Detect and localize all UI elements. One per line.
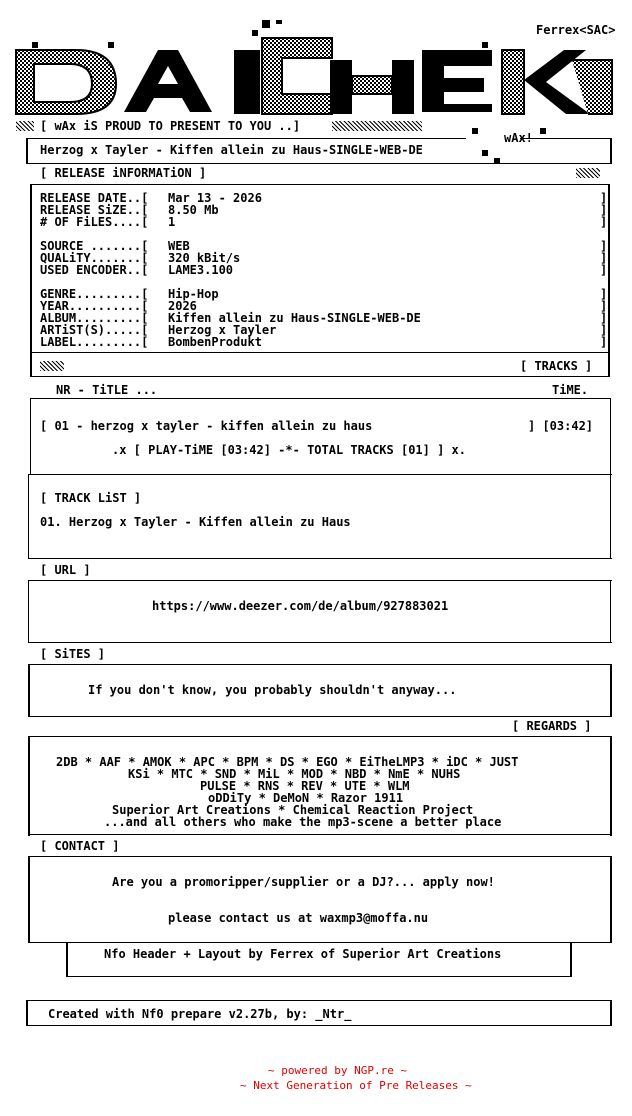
divider (28, 642, 612, 643)
url-link[interactable]: https://www.deezer.com/de/album/927883021 (152, 599, 449, 613)
bracket-close: ] (600, 191, 608, 205)
info-value: Hip-Hop (168, 287, 219, 301)
created-with: Created with Nf0 prepare v2.27b, by: _Ntr_ (48, 1007, 352, 1021)
frame-border (570, 942, 572, 976)
divider (28, 558, 612, 559)
info-label: # OF FiLES....[ (40, 215, 149, 229)
info-label: YEAR..........[ (40, 299, 149, 313)
bracket-close: ] (600, 323, 608, 337)
bracket-close: ] (600, 215, 608, 229)
regards-heading: [ REGARDS ] (512, 719, 592, 733)
frame-border (30, 184, 32, 376)
pixel-dot (472, 128, 478, 134)
divider (28, 580, 612, 581)
release-info-heading: [ RELEASE iNFORMATiON ] (40, 166, 207, 180)
info-label: RELEASE SiZE..[ (40, 203, 149, 217)
pixel-dot (482, 150, 488, 156)
sites-heading: [ SiTES ] (40, 647, 106, 661)
regards-line: ...and all others who make the mp3-scene a better place (104, 815, 502, 829)
powered-by: ~ powered by NGP.re ~ (268, 1064, 408, 1077)
frame-border (26, 1000, 28, 1026)
info-label: ARTiST(S).....[ (40, 323, 149, 337)
url-heading: [ URL ] (40, 563, 91, 577)
frame-border (26, 138, 28, 164)
present-line: [ wAx iS PROUD TO PRESENT TO YOU ..] (40, 119, 301, 133)
info-value: LAME3.100 (168, 263, 234, 277)
sites-text: If you don't know, you probably shouldn't anyway... (88, 683, 457, 697)
divider (28, 716, 612, 717)
contact-heading: [ CONTACT ] (40, 839, 120, 853)
bracket-close: ] (600, 299, 608, 313)
info-label: SOURCE .......[ (40, 239, 149, 253)
divider (28, 474, 612, 475)
tracklist-heading: [ TRACK LiST ] (40, 491, 142, 505)
regards-line: Superior Art Creations * Chemical Reaction Project (112, 803, 474, 817)
hatch-decoration (16, 121, 34, 131)
divider (28, 834, 612, 835)
frame-border (608, 184, 610, 376)
frame-border (66, 942, 68, 976)
frame-border (28, 856, 30, 942)
layout-credit: Nfo Header + Layout by Ferrex of Superior Art Creations (104, 947, 502, 961)
divider (28, 664, 612, 665)
bracket-close: ] (600, 263, 608, 277)
divider (66, 976, 572, 977)
frame-border (610, 736, 612, 836)
divider (26, 1025, 612, 1026)
divider (28, 942, 612, 943)
info-value: 2026 (168, 299, 197, 313)
credit-tag: Ferrex<SAC> (536, 23, 616, 37)
wax-tag: wAx! (504, 131, 533, 145)
tracklist-item: 01. Herzog x Tayler - Kiffen allein zu Haus (40, 515, 351, 529)
frame-border (610, 856, 612, 942)
track-entry: [ 01 - herzog x tayler - kiffen allein zu haus (40, 419, 373, 433)
contact-email[interactable]: please contact us at waxmp3@moffa.nu (168, 911, 429, 925)
info-label: GENRE.........[ (40, 287, 149, 301)
frame-border (28, 474, 29, 558)
divider (26, 1000, 612, 1001)
divider (26, 163, 612, 164)
info-label: ALBUM.........[ (40, 311, 149, 325)
info-label: LABEL.........[ (40, 335, 149, 349)
hatch-decoration (332, 121, 422, 131)
regards-line: 2DB * AAF * AMOK * APC * BPM * DS * EGO * EiTheLMP3 * iDC * JUST (56, 755, 519, 769)
frame-border (28, 664, 30, 716)
divider (28, 856, 612, 857)
frame-border (610, 1000, 612, 1026)
tracks-col-nr-title: NR - TiTLE ... (56, 383, 158, 397)
tracks-col-time: TiME. (552, 383, 589, 397)
bracket-close: ] (600, 311, 608, 325)
info-value: 8.50 Mb (168, 203, 219, 217)
frame-border (30, 398, 31, 474)
frame-border (28, 736, 30, 836)
footer-tagline: ~ Next Generation of Pre Releases ~ (240, 1079, 472, 1092)
info-value: Herzog x Tayler (168, 323, 277, 337)
divider (520, 138, 612, 139)
info-value: WEB (168, 239, 190, 253)
info-value: 1 (168, 215, 176, 229)
hatch-decoration (40, 361, 64, 371)
tracks-heading: [ TRACKS ] (520, 359, 593, 373)
info-label: QUALiTY.......[ (40, 251, 149, 265)
regards-line: PULSE * RNS * REV * UTE * WLM (200, 779, 410, 793)
divider (30, 398, 610, 399)
info-label: RELEASE DATE..[ (40, 191, 149, 205)
frame-border (610, 474, 611, 558)
frame-border (610, 398, 611, 474)
frame-border (610, 664, 612, 716)
info-value: Mar 13 - 2026 (168, 191, 262, 205)
regards-line: KSi * MTC * SND * MiL * MOD * NBD * NmE * NUHS (128, 767, 461, 781)
divider (30, 352, 610, 353)
bracket-close: ] (600, 335, 608, 349)
divider (28, 736, 612, 737)
contact-apply: Are you a promoripper/supplier or a DJ?... apply now! (112, 875, 495, 889)
info-value: Kiffen allein zu Haus-SINGLE-WEB-DE (168, 311, 421, 325)
wax-ascii-logo (12, 20, 616, 116)
bracket-close: ] (600, 287, 608, 301)
info-label: USED ENCODER..[ (40, 263, 149, 277)
frame-border (610, 138, 612, 164)
release-title: Herzog x Tayler - Kiffen allein zu Haus-SINGLE-WEB-DE (40, 143, 423, 157)
info-value: BombenProdukt (168, 335, 262, 349)
divider (30, 376, 610, 377)
frame-border (28, 580, 29, 642)
divider (26, 138, 466, 139)
frame-border (610, 580, 611, 642)
bracket-close: ] (600, 239, 608, 253)
bracket-close: ] (600, 251, 608, 265)
regards-line: oDDiTy * DeMoN * Razor 1911 (208, 791, 404, 805)
divider (30, 184, 610, 185)
bracket-close: ] (600, 203, 608, 217)
track-time: ] [03:42] (528, 419, 594, 433)
info-value: 320 kBit/s (168, 251, 241, 265)
pixel-dot (540, 128, 546, 134)
total-playtime: .x [ PLAY-TiME [03:42] -*- TOTAL TRACKS [01] ] x. (112, 443, 467, 457)
hatch-decoration (576, 168, 600, 178)
